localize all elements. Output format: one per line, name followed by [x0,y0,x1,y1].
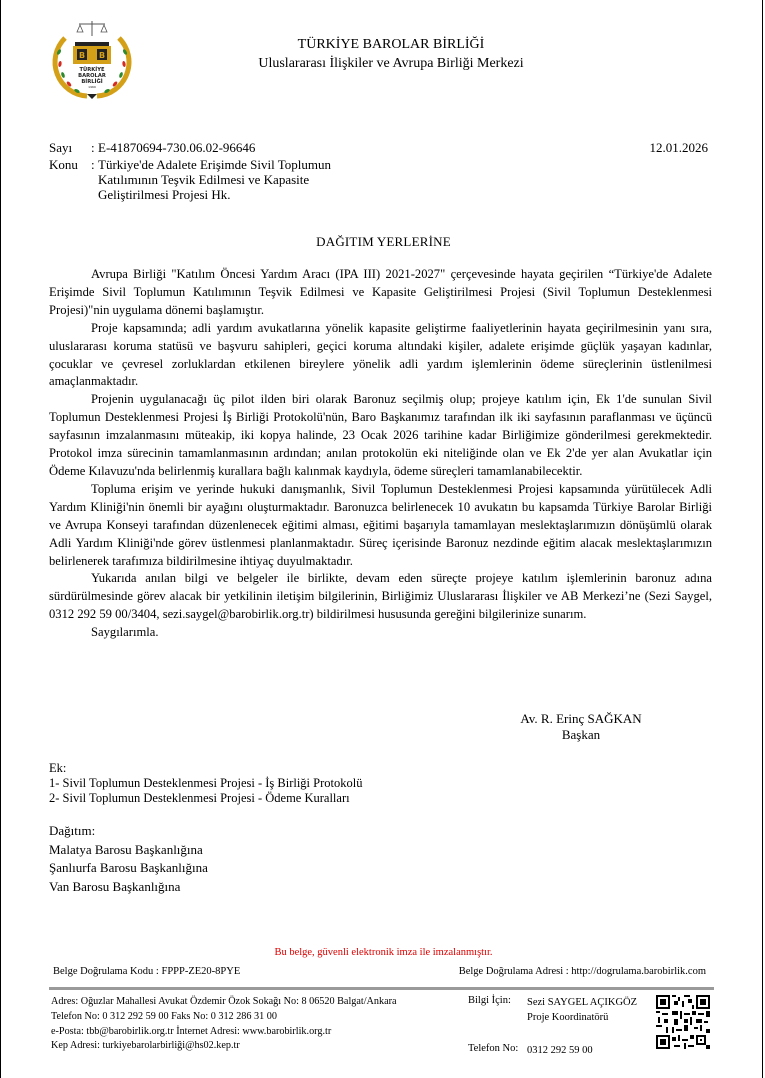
letter-body [49,266,712,642]
svg-text:1969: 1969 [88,85,96,89]
body-paragraph: Saygılarımla. [91,625,159,640]
signatory-title: Başkan [561,727,601,742]
attachment-item: 2- Sivil Toplumun Desteklenmesi Projesi - Ödeme Kuralları [49,791,350,805]
konu-label: Konu [49,157,78,172]
konu-colon: : [91,157,95,172]
info-contact [527,995,637,1025]
attachments-label: Ek: [49,761,67,775]
svg-text:BİRLİĞİ: BİRLİĞİ [81,79,103,85]
organization-subtitle: Uluslararası İlişkiler ve Avrupa Birliği Merkezi [258,56,524,71]
qr-code-icon[interactable] [656,995,710,1049]
phone-value: 0312 292 59 00 [527,1045,593,1056]
konu-line: Geliştirilmesi Projesi Hk. [98,187,231,202]
distribution-item: Van Barosu Başkanlığına [49,878,181,894]
attachments-list [49,761,362,806]
distribution-item: Şanlıurfa Barosu Başkanlığına [49,860,208,875]
body-paragraph: Yukarıda anılan bilgi ve belgeler ile birlikte, devam eden süreçte projeye katılım işlemlerinin baronuz adına sürdürülmesinde görev alacak bir yetkilinin iletişim bilgilerinin, Birliğimiz Uluslararası İlişkiler ve AB Merkezi’ne (Sezi Saygel, 0312 292 59 00/3404, sezi.saygel@barobirlik.org.tr) bildirilmesi hususunda gereğini bilgilerinize sunarım. [49,571,712,622]
distribution-label: Dağıtım: [49,823,96,838]
contact-kep[interactable]: Kep Adresi: turkiyebarolarbirliği@hs02.kep.tr [51,1040,240,1052]
contact-address: Adres: Oğuzlar Mahallesi Avukat Özdemir Özok Sokağı No: 8 06520 Balgat/Ankara [51,996,397,1007]
konu-line: Türkiye'de Adalete Erişimde Sivil Toplumun [98,157,331,172]
info-role: Proje Koordinatörü [527,1012,609,1023]
svg-text:B: B [98,51,106,60]
info-name: Sezi SAYGEL AÇIKGÖZ [527,997,638,1008]
esignature-notice: Bu belge, güvenli elektronik imza ile imzalanmıştır. [274,947,493,958]
distribution-item: Malatya Barosu Başkanlığına [49,841,203,857]
contact-phone-fax: Telefon No: 0 312 292 59 00 Faks No: 0 312 286 31 00 [51,1010,277,1022]
verification-code: Belge Doğrulama Kodu : FPPP-ZE20-8PYE [53,966,241,977]
signatory-name: Av. R. Erinç SAĞKAN [520,711,642,726]
konu-line: Katılımının Teşvik Edilmesi ve Kapasite [98,172,310,187]
info-label: Bilgi İçin: [468,995,511,1006]
document-date: 12.01.2026 [649,140,708,155]
signature-block [501,711,661,743]
svg-text:BAROLAR: BAROLAR [78,73,106,79]
distribution-heading: DAĞITIM YERLERİNE [316,234,451,249]
tbb-logo-icon [51,18,133,100]
attachment-item: 1- Sivil Toplumun Desteklenmesi Projesi - İş Birliği Protokolü [49,776,363,790]
body-paragraph: Avrupa Birliği "Katılım Öncesi Yardım Aracı (IPA III) 2021-2027" çerçevesinde hayata geçirilen “Türkiye'de Adalete Erişimde Sivil Toplumun Katılımının Teşvik Edilmesi ve Kapasite Geliştirilmesi Projesi (Sivil Toplumun Desteklenmesi Projesi)"nin uygulama dönemi başlamıştır. [49,267,712,317]
verification-address-link[interactable]: Belge Doğrulama Adresi : http://dogrulama.barobirlik.com [458,966,706,977]
body-paragraph: Proje kapsamında; adli yardım avukatlarına yönelik kapasite geliştirme faaliyetlerinin hayata geçirilmesinin yanı sıra, uluslararası koruma statüsü ve başvuru sahipleri, geçici koruma altındaki kişiler, adalete erişimde güçlük yaşayan kadınlar, çocuklar ve çevresel zorluklardan etkilenen bireylere yönelik adli yardım işlemlerinin ödeme süreçlerinin üstlenilmesi amaçlanmaktadır. [49,320,712,389]
konu-value [98,157,331,202]
svg-text:TÜRKİYE: TÜRKİYE [79,67,105,73]
contact-email-web[interactable]: e-Posta: tbb@barobirlik.org.tr İnternet Adresi: www.barobirlik.org.tr [51,1025,332,1037]
sayi-label: Sayı [49,140,73,155]
sayi-value: E-41870694-730.06.02-96646 [98,140,256,155]
body-paragraph: Topluma erişim ve yerinde hukuki danışmanlık, Sivil Toplumun Desteklenmesi Projesi kapsamında yürütülecek Adli Yardım Kliniği'nin önemli bir ayağını oluşturmaktadır. Baronuzca belirlenecek 10 avukatın bu kapsamda Türkiye Barolar Birliği ve Avrupa Konseyi tarafından düzenlenecek eğitimi alması, eğitimi başarıyla tamamlayan meslektaşlarımızın dönüşümlü olarak Adli Yardım Kliniği'nde görev üstlenmesi planlanmaktadır. Süreç içerisinde Baronuz nezdinde eğitim alacak meslektaşlarımızın belirlenerek tarafımıza bildirilmesine ihtiyaç duyulmaktadır. [49,481,712,568]
body-paragraph: Projenin uygulanacağı üç pilot ilden biri olarak Baronuz seçilmiş olup; projeye katılım için, Ek 1'de sunulan Sivil Toplumun Desteklenmesi Projesi İş Birliği Protokolü'nün, Baro Başkanımız tarafından ilk iki sayfasının paraflanması ve üçüncü sayfasının imzalanmasını müteakip, iki kopya halinde, 23 Ocak 2026 tarihine kadar Birliğimize gönderilmesi gerekmektedir. Protokol imza sürecinin tamamlanmasının ardından; anılan protokolün eki niteliğinde olan ve Ek 2'de yer alan Avukatlar için Ödeme Kılavuzu'nda belirlenmiş kurallara bağlı kalınmak kaydıyla, ödeme süreçleri tamamlanabilecektir. [49,392,712,478]
contact-info [51,995,397,1054]
phone-label: Telefon No: [468,1043,519,1054]
organization-title: TÜRKİYE BAROLAR BİRLİĞİ [297,37,485,52]
footer-divider [49,987,714,990]
sayi-colon: : [91,140,95,155]
distribution-list [49,822,208,896]
svg-text:B: B [78,51,86,60]
